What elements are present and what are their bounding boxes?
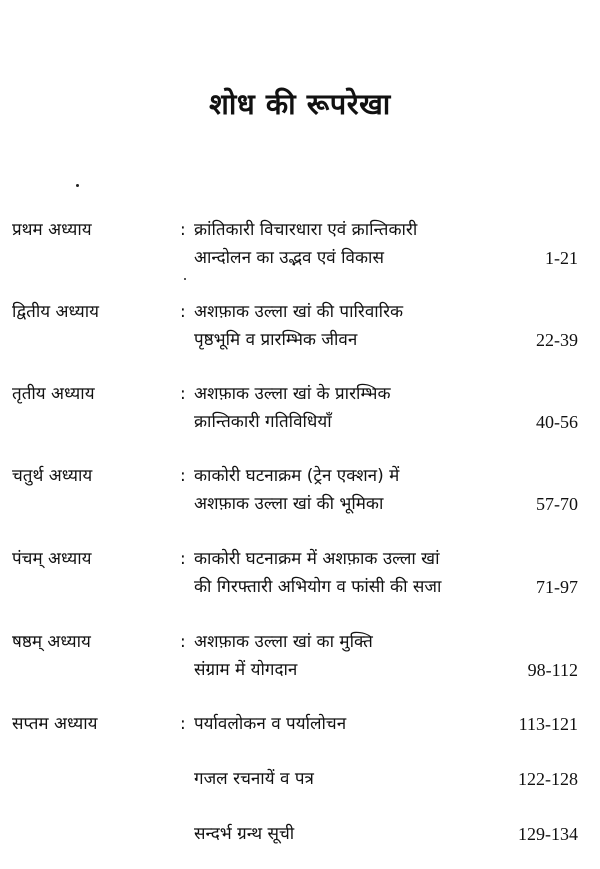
page-range: 113-121 [518, 714, 578, 734]
separator: : [180, 466, 186, 486]
page-range: 40-56 [536, 412, 578, 432]
chapter-description [194, 216, 494, 272]
page-range: 122-128 [518, 769, 578, 789]
chapter-label: चतुर्थ अध्याय [12, 466, 93, 486]
page-range: 1-21 [545, 248, 578, 268]
description-line: काकोरी घटनाक्रम में अशफ़ाक उल्ला खां [194, 549, 440, 569]
page-range: 57-70 [536, 494, 578, 514]
stray-mark [184, 278, 186, 280]
page-range: 71-97 [536, 577, 578, 597]
separator: : [180, 714, 186, 734]
separator: : [180, 302, 186, 322]
chapter-label: प्रथम अध्याय [12, 220, 92, 240]
chapter-label: सप्तम अध्याय [12, 714, 98, 734]
description-line: काकोरी घटनाक्रम (ट्रेन एक्शन) में [194, 466, 400, 486]
page-title: शोध की रूपरेखा [209, 87, 391, 121]
description-line: अशफ़ाक उल्ला खां की भूमिका [194, 494, 384, 514]
page-range: 98-112 [527, 660, 578, 680]
description-line: अशफ़ाक उल्ला खां का मुक्ति [194, 632, 373, 652]
description-line: अशफ़ाक उल्ला खां की पारिवारिक [194, 302, 404, 322]
description-line: क्रांतिकारी विचारधारा एवं क्रान्तिकारी [194, 220, 418, 240]
separator: : [180, 384, 186, 404]
separator: : [180, 220, 186, 240]
description-line: क्रान्तिकारी गतिविधियाँ [194, 412, 332, 432]
chapter-label: षष्ठम् अध्याय [12, 632, 91, 652]
description-line: पर्यावलोकन व पर्यालोचन [194, 714, 347, 734]
separator: : [180, 549, 186, 569]
description-line: सन्दर्भ ग्रन्थ सूची [194, 824, 295, 844]
separator: : [180, 632, 186, 652]
chapter-description [194, 298, 494, 354]
page-range: 22-39 [536, 330, 578, 350]
description-line: अशफ़ाक उल्ला खां के प्रारम्भिक [194, 384, 391, 404]
chapter-description [194, 710, 494, 738]
entry-description [194, 765, 494, 793]
chapter-label: द्वितीय अध्याय [12, 302, 100, 322]
description-line: की गिरफ्तारी अभियोग व फांसी की सजा [194, 577, 442, 597]
entry-description [194, 820, 494, 848]
chapter-label: पंचम् अध्याय [12, 549, 92, 569]
stray-mark [76, 184, 79, 187]
chapter-description [194, 380, 494, 436]
chapter-description [194, 545, 494, 601]
description-line: पृष्ठभूमि व प्रारम्भिक जीवन [194, 330, 358, 350]
chapter-description [194, 628, 494, 684]
chapter-label: तृतीय अध्याय [12, 384, 95, 404]
chapter-description [194, 462, 494, 518]
description-line: गजल रचनायें व पत्र [194, 769, 314, 789]
page-range: 129-134 [518, 824, 578, 844]
description-line: संग्राम में योगदान [194, 660, 298, 680]
description-line: आन्दोलन का उद्भव एवं विकास [194, 248, 384, 268]
